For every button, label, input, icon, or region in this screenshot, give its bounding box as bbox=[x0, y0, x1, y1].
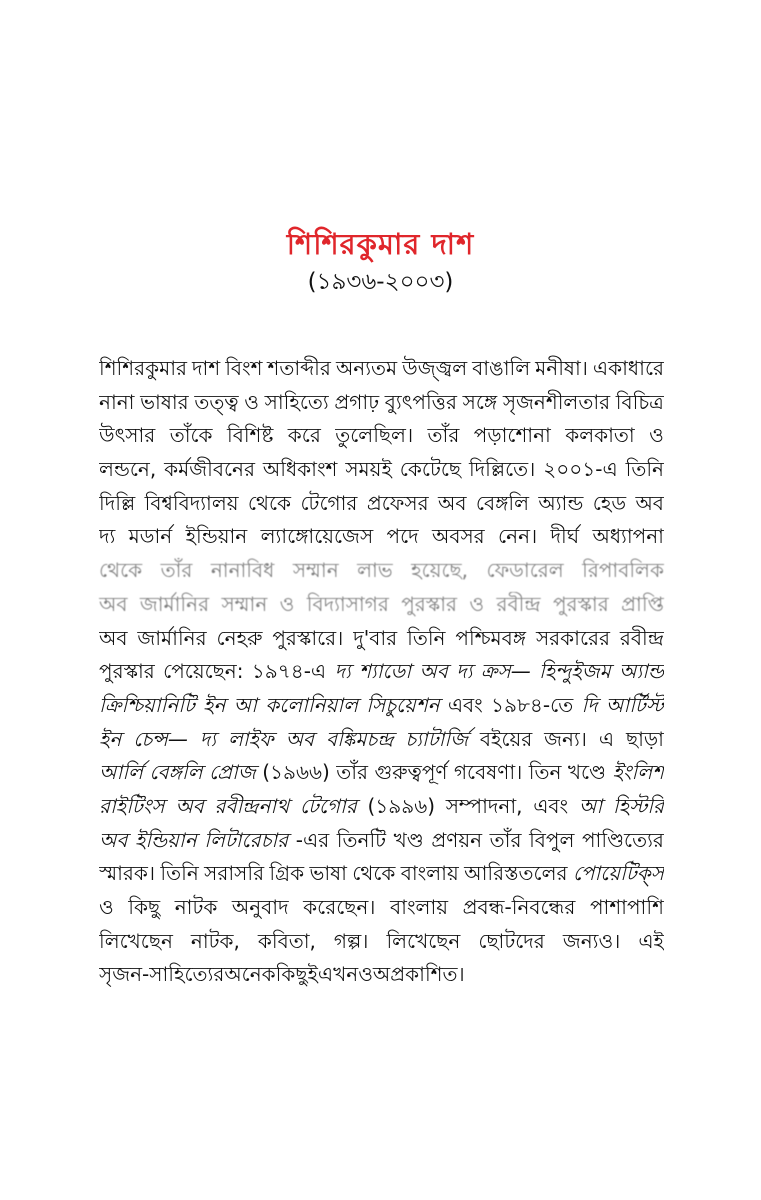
word: অপ্রকাশিত। bbox=[372, 962, 465, 987]
word: তিনি bbox=[407, 625, 446, 650]
word: মনীষা। bbox=[535, 356, 588, 380]
word: অব bbox=[438, 490, 467, 515]
word: ও bbox=[99, 895, 114, 919]
word: বিশ্ববিদ্যালয় bbox=[144, 490, 239, 515]
word: লিখেছেন bbox=[386, 928, 461, 953]
word: খণ্ড bbox=[393, 827, 424, 852]
italic-title-word: দ্য bbox=[456, 659, 473, 684]
author-name-heading: শিশিরকুমার দাশ bbox=[286, 227, 475, 261]
word: বাঙালি bbox=[472, 356, 531, 380]
paragraph-line bbox=[99, 352, 664, 386]
word: ফেডারেল bbox=[486, 558, 564, 583]
word: সৃজন-সাহিত্যের bbox=[99, 962, 225, 987]
paragraph-line bbox=[99, 622, 664, 656]
word: ১৯৮৪-তে bbox=[490, 692, 574, 717]
word: জন্য। bbox=[544, 726, 587, 751]
word: অব bbox=[99, 625, 128, 650]
word: তিনি bbox=[160, 861, 199, 886]
word: নাটক bbox=[174, 895, 218, 919]
word: সম্মান bbox=[221, 591, 268, 616]
italic-title-word: অব bbox=[99, 827, 128, 852]
word: জার্মানির bbox=[139, 591, 210, 616]
word: লিখেছেন bbox=[99, 928, 173, 953]
word: ব্যুৎপত্তির bbox=[384, 389, 457, 414]
word: বিংশ bbox=[225, 356, 263, 380]
word: প্রফেসর bbox=[366, 490, 429, 515]
word: নাটক, bbox=[190, 928, 240, 953]
word: আরিস্ততলের bbox=[464, 861, 568, 886]
word: ভাষা bbox=[309, 861, 347, 886]
word: দাশ bbox=[192, 356, 221, 380]
italic-title-word: সিচুয়েশন bbox=[366, 692, 440, 717]
paragraph-line bbox=[99, 756, 664, 790]
word: ২০০১-এ bbox=[543, 457, 618, 482]
paragraph-line bbox=[99, 386, 664, 420]
paragraph-line bbox=[99, 453, 664, 487]
word: তাঁকে bbox=[169, 423, 213, 448]
word: মডার্ন bbox=[128, 524, 173, 549]
word: তুলেছিল। bbox=[335, 423, 414, 448]
italic-title-word: আ bbox=[578, 793, 603, 818]
word: বাংলায় bbox=[400, 861, 459, 886]
word: সরাসরি bbox=[204, 861, 265, 886]
word: কর্মজীবনের bbox=[164, 457, 255, 482]
italic-title-word: হিস্টরি bbox=[612, 793, 664, 818]
word: ১৯৭৪-এ bbox=[251, 659, 327, 684]
word: অধিকাংশ bbox=[262, 457, 338, 482]
italic-title-word: শ্যাডো bbox=[359, 659, 412, 684]
italic-title-word: ইন bbox=[203, 692, 226, 717]
word: পাশাপাশি bbox=[589, 895, 664, 919]
italic-title-word: অব bbox=[285, 726, 315, 751]
word: লন্ডনে, bbox=[99, 457, 157, 482]
word: জার্মানির bbox=[137, 625, 207, 650]
italic-title-word: আর্লি bbox=[99, 760, 143, 785]
word: তত্ত্ব bbox=[194, 389, 239, 414]
word: নেহরু bbox=[216, 625, 263, 650]
word: পুরস্কারে। bbox=[272, 625, 344, 650]
word: শতাব্দীর bbox=[267, 356, 331, 380]
word: খণ্ডে bbox=[567, 760, 607, 785]
word: থেকে bbox=[247, 490, 292, 515]
word: পেয়েছেন: bbox=[163, 659, 244, 684]
word: তিন bbox=[528, 760, 562, 785]
word: অব bbox=[635, 490, 664, 515]
paragraph-line bbox=[99, 655, 664, 689]
word: তিনটি bbox=[336, 827, 387, 852]
word: তাঁর bbox=[489, 827, 522, 852]
biography-paragraph bbox=[99, 352, 664, 992]
word: নেন। bbox=[498, 524, 538, 549]
word: অন্যতম bbox=[335, 356, 398, 380]
word: পুরস্কার bbox=[401, 591, 458, 616]
italic-title-word: প্রোজ bbox=[209, 760, 256, 785]
word: সম্পাদনা, bbox=[445, 793, 523, 818]
paragraph-line bbox=[99, 958, 664, 992]
word: ও bbox=[469, 591, 485, 616]
word: সম্মান bbox=[292, 558, 339, 583]
word: রিপাবলিক bbox=[582, 558, 664, 583]
word: অনুবাদ bbox=[231, 895, 289, 919]
word: অধ্যাপনা bbox=[592, 524, 664, 549]
italic-title-word: বেঙ্গলি bbox=[149, 760, 203, 785]
word: অ্যান্ড bbox=[538, 490, 584, 515]
word: (১৯৯৬) bbox=[367, 793, 436, 818]
italic-title-word: লাইফ bbox=[227, 726, 274, 751]
word: হয়েছে, bbox=[411, 558, 468, 583]
word: সঙ্গে bbox=[462, 389, 498, 414]
word: তাঁর bbox=[427, 423, 460, 448]
word: স্মারক। bbox=[99, 861, 156, 886]
word: থেকে bbox=[352, 861, 396, 886]
word: থেকে bbox=[99, 558, 143, 583]
word: এবং bbox=[447, 692, 483, 717]
italic-title-word: আ bbox=[233, 692, 257, 717]
word: ছাড়া bbox=[625, 726, 664, 751]
italic-title-word: হিন্দুইজম bbox=[539, 659, 611, 684]
paragraph-line bbox=[99, 419, 664, 453]
paragraph-line bbox=[99, 857, 664, 891]
word: প্রাপ্তি bbox=[621, 591, 664, 616]
word: ইন্ডিয়ান bbox=[185, 524, 248, 549]
word: দিল্লিতে। bbox=[468, 457, 536, 482]
italic-title-word: দ্য bbox=[334, 659, 351, 684]
paragraph-line bbox=[99, 790, 664, 824]
author-lifespan: (১৯৩৬-২০০৩) bbox=[307, 269, 454, 295]
word: দীর্ঘ bbox=[550, 524, 580, 549]
paragraph-line bbox=[99, 520, 664, 554]
italic-title-word: আর্টিস্ট bbox=[605, 692, 664, 717]
word: পুরস্কার bbox=[552, 591, 609, 616]
italic-title-word: ক্রিশ্চিয়ানিটি bbox=[99, 692, 195, 717]
word: করেছেন। bbox=[303, 895, 376, 919]
word: পুরস্কার bbox=[99, 659, 155, 684]
word: পদে bbox=[386, 524, 419, 549]
word: বেঙ্গলি bbox=[475, 490, 530, 515]
italic-title-word: ইংলিশ bbox=[612, 760, 664, 785]
word: পশ্চিমবঙ্গ bbox=[455, 625, 527, 650]
italic-title-word: রাইটিংস bbox=[99, 793, 165, 818]
word: গল্প। bbox=[333, 928, 369, 953]
italic-title-word: দ্য bbox=[199, 726, 217, 751]
italic-title-word: বঙ্কিমচন্দ্র bbox=[325, 726, 394, 751]
word: ও bbox=[244, 389, 259, 414]
word: রবীন্দ্র bbox=[619, 625, 664, 650]
word: গবেষণা। bbox=[453, 760, 523, 785]
italic-title-word: ইন bbox=[99, 726, 122, 751]
word: বিপুল bbox=[529, 827, 575, 852]
word: পাণ্ডিত্যের bbox=[581, 827, 664, 852]
italic-title-word: চেন্স— bbox=[133, 726, 188, 751]
word: রবীন্দ্র bbox=[496, 591, 541, 616]
italic-title-word: পোয়েটিক্‌স bbox=[572, 861, 664, 886]
word: বইয়ের bbox=[479, 726, 533, 751]
word: উজ্জ্বল bbox=[402, 356, 468, 380]
paragraph-line bbox=[99, 891, 664, 925]
word: কলকাতা bbox=[565, 423, 635, 448]
word: ও bbox=[279, 591, 295, 616]
word: ল্যাঙ্গোয়েজেস bbox=[260, 524, 374, 549]
word: (১৯৬৬) bbox=[262, 760, 330, 785]
italic-title-word: ইন্ডিয়ান bbox=[135, 827, 197, 852]
word: বাংলায় bbox=[390, 895, 449, 919]
word: বিদ্যাসাগর bbox=[306, 591, 389, 616]
word: ভাষার bbox=[140, 389, 189, 414]
italic-title-word: দি bbox=[581, 692, 598, 717]
word: তাঁর bbox=[160, 558, 193, 583]
word: এখনও bbox=[317, 962, 373, 987]
word: সময়ই bbox=[345, 457, 392, 482]
word: বিচিত্র bbox=[615, 389, 664, 414]
word: টেগোর bbox=[300, 490, 358, 515]
italic-title-word: রবীন্দ্রনাথ bbox=[214, 793, 290, 818]
italic-title-word: অব bbox=[419, 659, 448, 684]
word: প্রগাঢ় bbox=[334, 389, 380, 414]
word: দিল্লি bbox=[99, 490, 136, 515]
word: প্রণয়ন bbox=[431, 827, 483, 852]
word: নানাবিধ bbox=[210, 558, 275, 583]
word: অবসর bbox=[432, 524, 485, 549]
word: দ্য bbox=[99, 524, 116, 549]
italic-title-word: কলোনিয়াল bbox=[265, 692, 359, 717]
paragraph-line bbox=[99, 925, 664, 959]
word: গ্রিক bbox=[269, 861, 305, 886]
word: কিছুই bbox=[275, 962, 318, 987]
word: তাঁর bbox=[336, 760, 369, 785]
word: অনেক bbox=[224, 962, 276, 987]
word: লাভ bbox=[357, 558, 393, 583]
paragraph-line bbox=[99, 689, 664, 723]
word: একাধারে bbox=[592, 356, 664, 380]
word: হেড bbox=[592, 490, 627, 515]
italic-title-word: টেগোর bbox=[299, 793, 357, 818]
word: বিশিষ্ট bbox=[226, 423, 274, 448]
word: কবিতা, bbox=[257, 928, 316, 953]
paragraph-line bbox=[99, 723, 664, 757]
word: গুরুত্বপূর্ণ bbox=[374, 760, 448, 785]
italic-title-word: চ্যাটার্জি bbox=[405, 726, 469, 751]
word: উৎসার bbox=[99, 423, 156, 448]
word: সরকারের bbox=[535, 625, 611, 650]
word: তিনি bbox=[625, 457, 664, 482]
italic-title-word: লিটারেচার bbox=[204, 827, 289, 852]
word: এবং bbox=[533, 793, 569, 818]
word: কেটেছে bbox=[399, 457, 461, 482]
word: পড়াশোনা bbox=[473, 423, 551, 448]
word: এই bbox=[638, 928, 664, 953]
word: দু'বার bbox=[353, 625, 398, 650]
word: ও bbox=[649, 423, 664, 448]
paragraph-line bbox=[99, 487, 664, 521]
paragraph-line bbox=[99, 588, 664, 622]
word: জন্যও। bbox=[562, 928, 621, 953]
italic-title-word: অব bbox=[175, 793, 204, 818]
word: এ bbox=[598, 726, 615, 751]
italic-title-word: অ্যান্ড bbox=[619, 659, 664, 684]
paragraph-line bbox=[99, 554, 664, 588]
word: করে bbox=[287, 423, 321, 448]
word: -এর bbox=[295, 827, 330, 852]
word: সাহিত্যে bbox=[264, 389, 329, 414]
word: শিশিরকুমার bbox=[99, 356, 188, 380]
word: নানা bbox=[99, 389, 135, 414]
word: কিছু bbox=[128, 895, 161, 919]
word: অব bbox=[99, 591, 128, 616]
word: ছোটদের bbox=[478, 928, 545, 953]
italic-title-word: ক্রস— bbox=[480, 659, 531, 684]
paragraph-line bbox=[99, 824, 664, 858]
word: সৃজনশীলতার bbox=[502, 389, 611, 414]
word: প্রবন্ধ-নিবন্ধের bbox=[462, 895, 576, 919]
